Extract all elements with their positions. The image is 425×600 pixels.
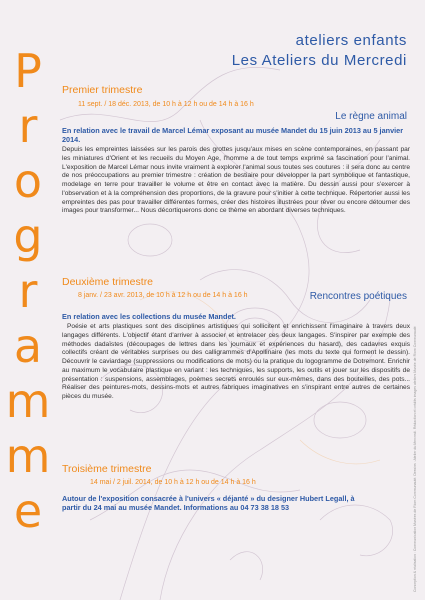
section-1-title: Premier trimestre bbox=[62, 84, 143, 96]
section-2-lead: En relation avec les collections du musée Mandet. bbox=[62, 312, 236, 321]
title-letter: g bbox=[13, 209, 43, 263]
title-letter: r bbox=[18, 264, 38, 318]
section-3-lead: Autour de l'exposition consacrée à l'univers « déjanté » du designer Hubert Legall, à partir du 24 mai au musée Mandet. Informations au 04 73 38 18 53 bbox=[62, 494, 355, 513]
section-1-lead: En relation avec le travail de Marcel Lémar exposant au musée Mandet du 15 juin 2013 au 5 janvier 2014. bbox=[62, 126, 404, 145]
title-letter: r bbox=[18, 99, 38, 153]
section-3-title: Troisième trimestre bbox=[62, 463, 152, 475]
page-header bbox=[232, 31, 407, 71]
section-2-side-title: Rencontres poétiques bbox=[309, 291, 407, 302]
header-line-2: Les Ateliers du Mercredi bbox=[231, 52, 407, 69]
section-2-dates: 8 janv. / 23 avr. 2013, de 10 h à 12 h ou de 14 h à 16 h bbox=[78, 292, 248, 299]
section-1-dates: 11 sept. / 18 déc. 2013, de 10 h à 12 h ou de 14 h à 16 h bbox=[78, 101, 254, 108]
section-1-side-title: Le règne animal bbox=[335, 111, 407, 122]
section-1-body: Depuis les empreintes laissées sur les parois des grottes jusqu'aux mises en scène contemporaines, en passant par les miniatures d'Orient et les recueils du Moyen Age, l'homme a de tout temps exprimé sa fascination pour l'animal. L'exposition de Marcel Lémar nous invite vraiment à explorer l'animal sous toutes ses coutures : il sera donc au centre de nos préoccupations au premier trimestre : création de bestiaire pour développer la part symbolique et fantastique, modelage en terre pour travailler le volume et être en contact avec la matière. Du dessin aussi pour s'exercer à l'observation et à la compréhension des proportions, de la gravure pour s'initier à cette technique. Répertorier aussi les empreintes des pas pour travailler différentes formes, créer des histoires illustrées pour rêver ou encore détourner des images pour transformer... Nous décortiquerons donc ce thème en abordant diverses techniques. bbox=[62, 146, 410, 215]
title-letter: m bbox=[5, 374, 51, 428]
title-letter: o bbox=[13, 154, 43, 208]
title-letter: P bbox=[14, 44, 42, 98]
section-2-title: Deuxième trimestre bbox=[62, 276, 154, 288]
programme-vertical-title bbox=[4, 44, 52, 539]
title-letter: a bbox=[13, 319, 43, 373]
title-letter: m bbox=[5, 429, 51, 483]
section-3-dates: 14 mai / 2 juil. 2014, de 10 h à 12 h ou de 14 h à 16 h bbox=[90, 479, 256, 486]
credits-vertical: Conception & réalisation : Communication Musées de Riom Communauté. Dessins : Atelier du Mercredi. Rédaction et crédits images ateliers Musée de Riom Communauté bbox=[413, 326, 417, 592]
section-2-body: Poésie et arts plastiques sont des disciplines artistiques qui sollicitent et enrichissent l'imaginaire à travers deux langages différents. L'objectif étant d'arriver à associer et entrelacer ces deux langages. S'inspirer par exemple des méthodes dadaïstes (découpages de lettres dans les journaux et expériences du hasard), des cadavres exquis collectifs créant de véritables surprises ou des calligrammes d'Apollinaire (les mots du texte qui forment le dessin). Découvrir le caviardage (suppressions ou modifications de mots) ou la pratique du logogramme de Dotremont. Enrichir au maximum le vocabulaire plastique en variant : les techniques, les supports, les outils et jouer sur les dispositifs de présentation : suspensions, assemblages, poèmes secrets enroulés sur eux-mêmes, dans des bouteilles, des pots... Réaliser des peintures-mots, dessins-mots et autres fabriques imaginatives en s'inspirant entre autres de certaines pièces du musée. bbox=[62, 323, 410, 400]
header-line-1: ateliers enfants bbox=[295, 32, 407, 49]
title-letter: e bbox=[13, 484, 43, 538]
